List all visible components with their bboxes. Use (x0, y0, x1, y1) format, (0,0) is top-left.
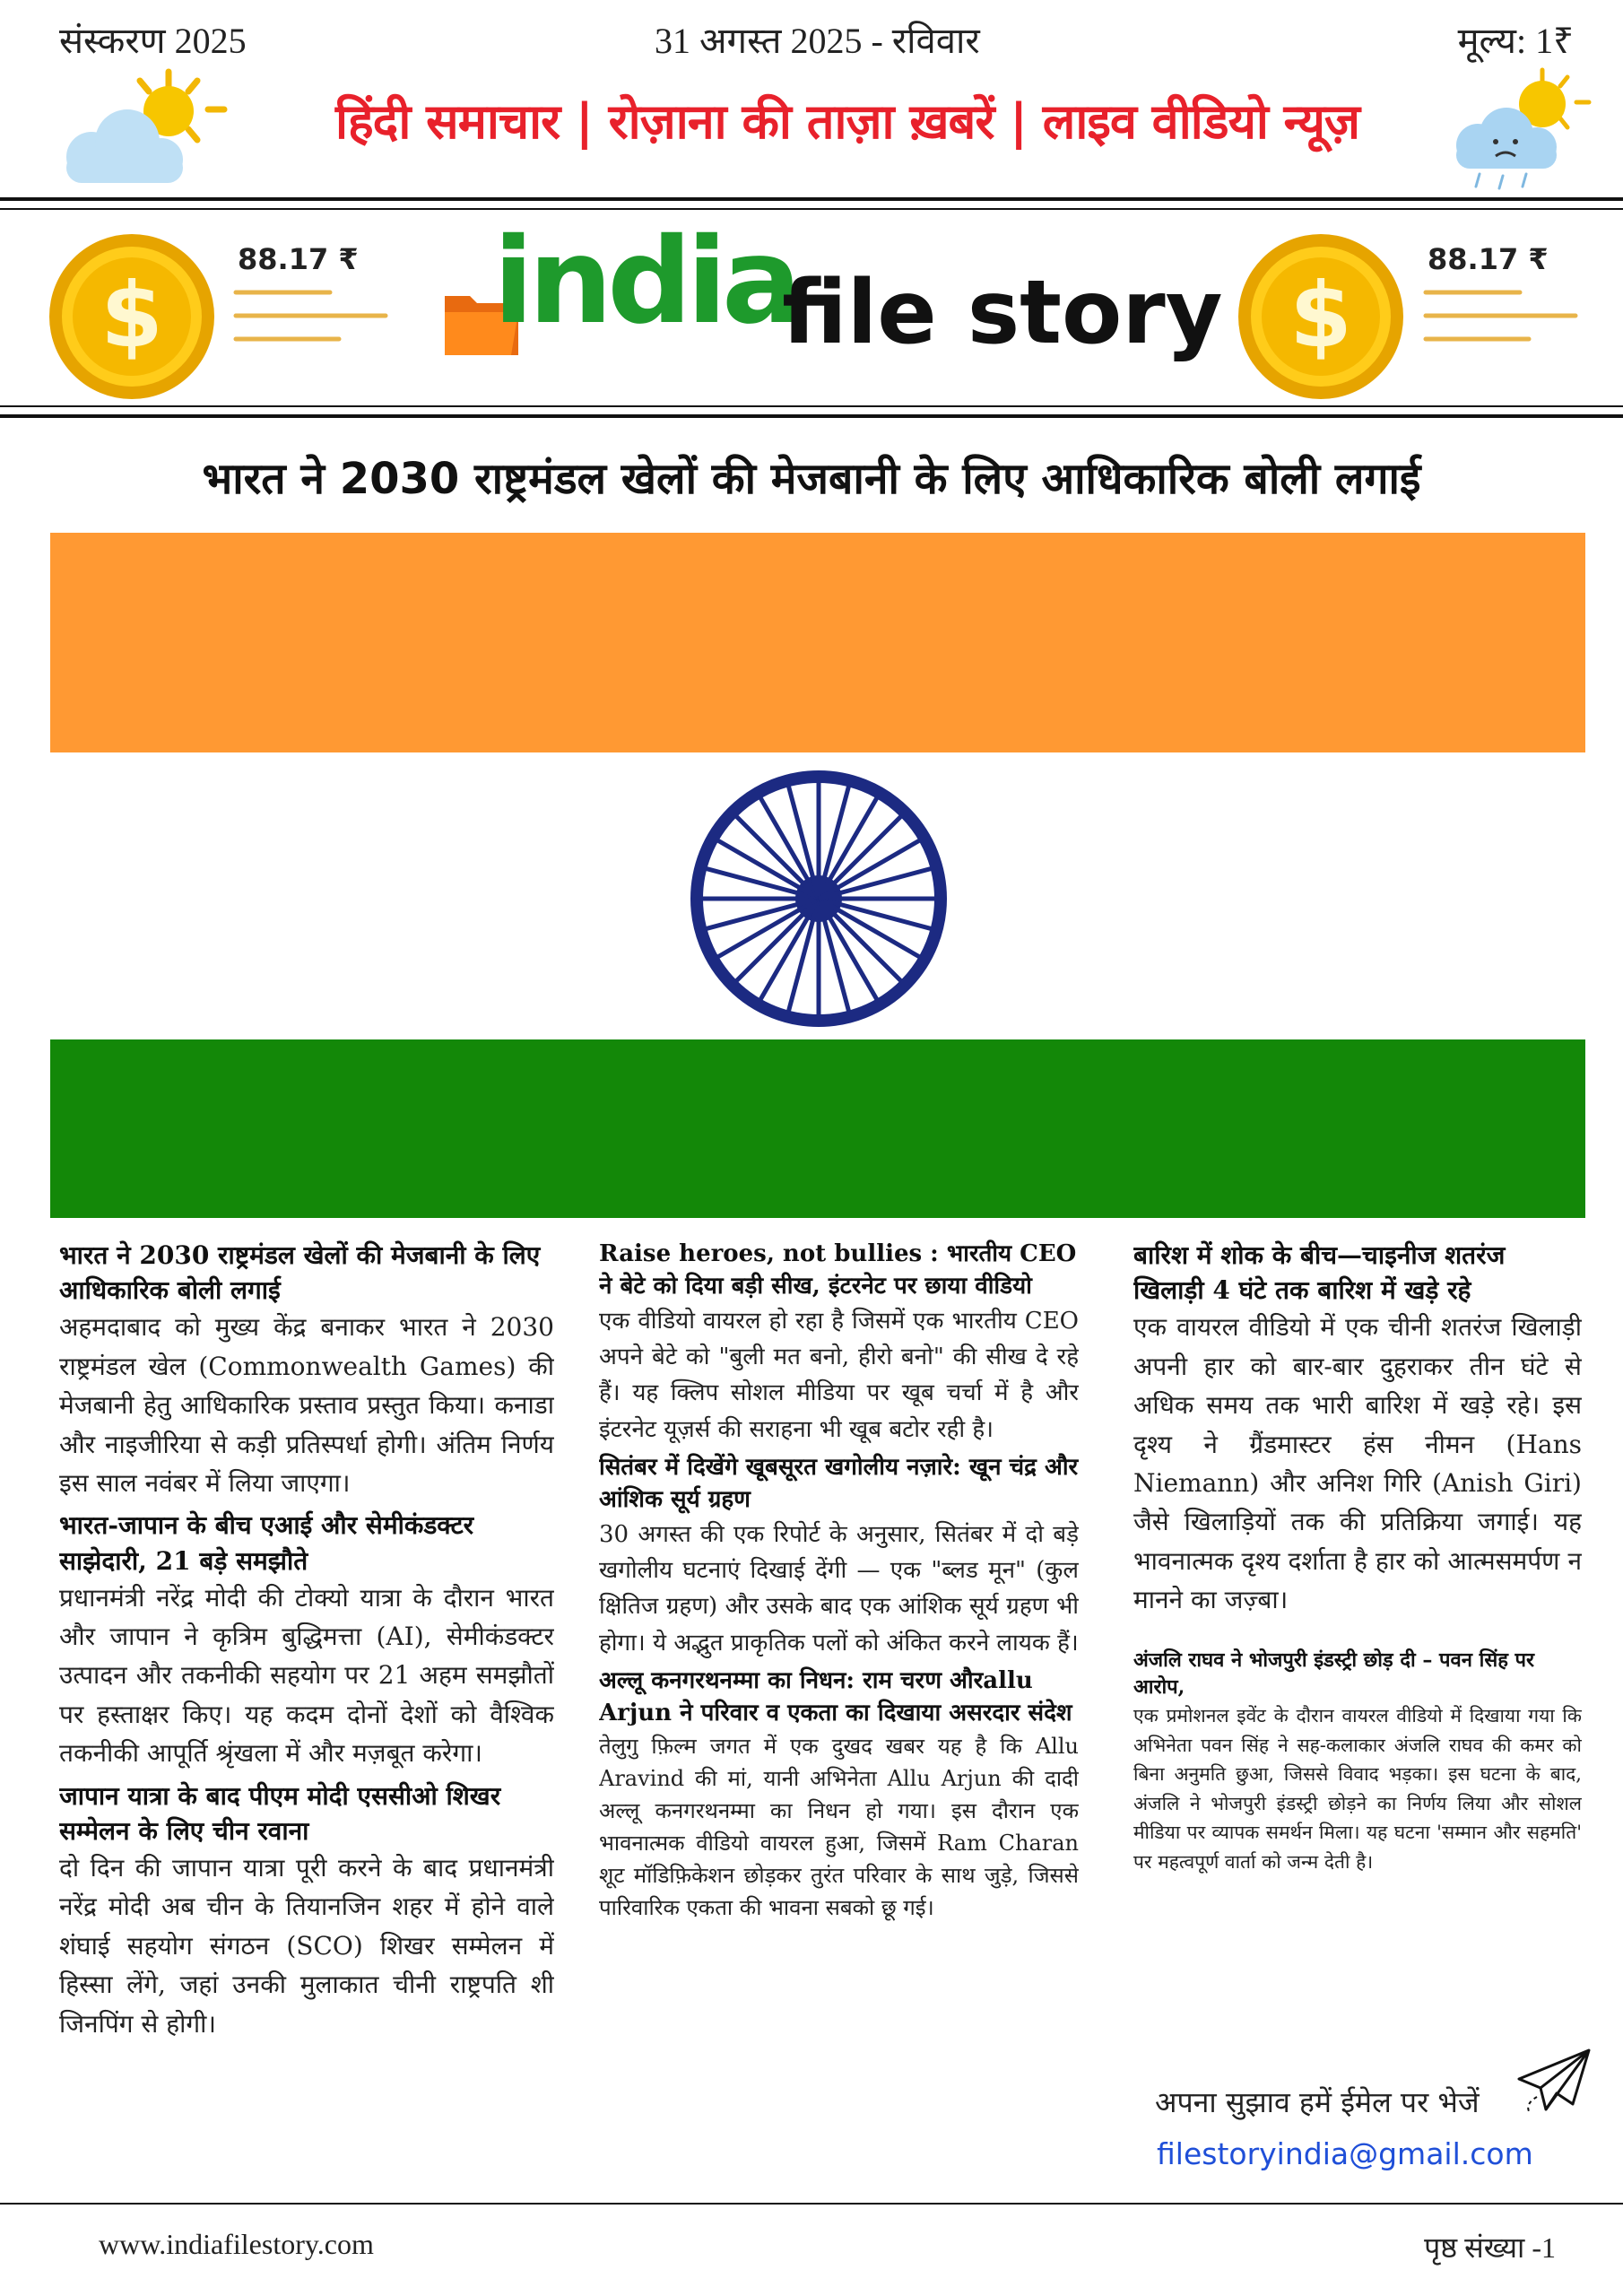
coin-icon-right (1236, 231, 1415, 402)
logo-india: india (493, 213, 797, 351)
email-link[interactable]: filestoryindia@gmail.com (1157, 2136, 1533, 2171)
rate-right: 88.17 ₹ (1428, 242, 1549, 276)
ashoka-chakra-icon (689, 769, 949, 1029)
article-body: एक वायरल वीडियो में एक चीनी शतरंज खिलाड़ी अपनी हार को बार-बार दुहराकर तीन घंटे से अधिक समय तक भारी बारिश में खड़े रहे। इस दृश्य ने ग्रैंडमास्टर हंस नीमन (Hans Niemann) और अनिश गिरि (Anish Giri) जैसे खिलाड़ियों तक की प्रतिक्रिया जगाई। यह भावनात्मक दृश्य दर्शाता है हार को आत्मसमर्पण न मानने का जज़्बा। (1133, 1312, 1582, 1615)
article-body: तेलुगु फ़िल्म जगत में एक दुखद खबर यह है कि Allu Aravind की मां, यानी अभिनेता Allu Arjun की दादी अल्लू कनगरथनम्मा का निधन हो गया। इस दौरान एक भावनात्मक वीडियो वायरल हुआ, जिसमें Ram Charan शूट मॉडिफ़िकेशन छोड़कर तुरंत परिवार के साथ जुड़े, जिससे पारिवारिक एकता की भावना सबको छू गई। (599, 1733, 1079, 1920)
news-column-3 (1133, 1238, 1582, 2045)
article-body: दो दिन की जापान यात्रा पूरी करने के बाद प्रधानमंत्री नरेंद्र मोदी अब चीन के तियानजिन शहर में होने वाले शंघाई सहयोग संगठन (SCO) शिखर सम्मेलन में हिस्सा लेंगे, जहां उनकी मुलाकात चीनी राष्ट्रपति शी जिनपिंग से होगी। (59, 1853, 554, 2039)
header-rule-thin (0, 208, 1623, 210)
speed-lines-right (1421, 285, 1583, 348)
flag-green-band (50, 1039, 1585, 1218)
edition-label: संस्करण 2025 (59, 21, 247, 61)
article-title: जापान यात्रा के बाद पीएम मोदी एससीओ शिखर सम्मेलन के लिए चीन रवाना (59, 1780, 501, 1846)
news-column-1 (59, 1238, 554, 2188)
tagline: हिंदी समाचार | रोज़ाना की ताज़ा ख़बरें | लाइव वीडियो न्यूज़ (334, 93, 1359, 150)
masthead-rule-thin (0, 405, 1623, 407)
footer-rule (0, 2203, 1623, 2205)
rate-left: 88.17 ₹ (238, 242, 359, 276)
article-title: भारत-जापान के बीच एआई और सेमीकंडक्टर साझेदारी, 21 बड़े समझौते (59, 1510, 474, 1576)
sun-cloud-icon (54, 63, 233, 188)
flag-saffron-band (50, 533, 1585, 752)
suggestion-text: अपना सुझाव हमें ईमेल पर भेजें (1155, 2085, 1480, 2119)
main-headline: भारत ने 2030 राष्ट्रमंडल खेलों की मेजबानी के लिए आधिकारिक बोली लगाई (202, 454, 1421, 504)
article-title: बारिश में शोक के बीच—चाइनीज शतरंज खिलाड़ी 4 घंटे तक बारिश में खड़े रहे (1133, 1240, 1506, 1306)
article-title: अल्लू कनगरथनम्मा का निधन: राम चरण औरallu Arjun ने परिवार व एकता का दिखाया असरदार संदेश (599, 1666, 1072, 1727)
speed-lines-left (231, 285, 393, 348)
price-label: मूल्य: 1₹ (1457, 21, 1574, 61)
article-body: प्रधानमंत्री नरेंद्र मोदी की टोक्यो यात्रा के दौरान भारत और जापान ने कृत्रिम बुद्धिमत्ता (AI), सेमीकंडक्टर उत्पादन और तकनीकी सहयोग पर 21 अहम समझौतों पर हस्ताक्षर किए। यह कदम दोनों देशों को वैश्विक तकनीकी आपूर्ति श्रृंखला में और मज़बूत करेगा। (59, 1582, 554, 1769)
coin-symbol-right: $ (1289, 263, 1352, 368)
coin-icon-left (47, 231, 226, 402)
page-number: पृष्ठ संख्या -1 (1424, 2231, 1556, 2264)
news-column-2 (599, 1238, 1079, 2188)
article-title: सितंबर में दिखेंगे खूबसूरत खगोलीय नज़ारे: खून चंद्र और आंशिक सूर्य ग्रहण (599, 1453, 1079, 1514)
article-title: Raise heroes, not bullies : भारतीय CEO ने बेटे को दिया बड़ी सीख, इंटरनेट पर छाया वीडियो (599, 1240, 1077, 1300)
article-body: अहमदाबाद को मुख्य केंद्र बनाकर भारत ने 2030 राष्ट्रमंडल खेल (Commonwealth Games) की मेजबानी हेतु आधिकारिक प्रस्ताव प्रस्तुत किया। कनाडा और नाइजीरिया से कड़ी प्रतिस्पर्धा होगी। अंतिम निर्णय इस साल नवंबर में लिया जाएगा। (59, 1312, 554, 1498)
website-link[interactable]: www.indiafilestory.com (99, 2228, 374, 2260)
date-label: 31 अगस्त 2025 - रविवार (655, 21, 980, 61)
article-body: 30 अगस्त की एक रिपोर्ट के अनुसार, सितंबर में दो बड़े खगोलीय घटनाएं दिखाई देंगी — एक "ब्लड मून" (कुल क्षितिज ग्रहण) और उसके बाद एक आंशिक सूर्य ग्रहण भी होगा। ये अद्भुत प्राकृतिक पलों को अंकित करने लायक हैं। (599, 1520, 1079, 1657)
logo-file-story: file story (782, 262, 1223, 364)
article-body: एक वीडियो वायरल हो रहा है जिसमें एक भारतीय CEO अपने बेटे को "बुली मत बनो, हीरो बनो" की सीख दे रहे हैं। यह क्लिप सोशल मीडिया पर खूब चर्चा में है और इंटरनेट यूज़र्स की सराहना भी खूब बटोर रही है। (599, 1307, 1079, 1443)
paper-plane-icon (1514, 2047, 1593, 2118)
article-title: भारत ने 2030 राष्ट्रमंडल खेलों की मेजबानी के लिए आधिकारिक बोली लगाई (59, 1240, 541, 1306)
article-body: एक प्रमोशनल इवेंट के दौरान वायरल वीडियो में दिखाया गया कि अभिनेता पवन सिंह ने सह-कलाकार अंजलि राघव की कमर को बिना अनुमति छुआ, जिससे विवाद भड़का। इस घटना के बाद, अंजलि ने भोजपुरी इंडस्ट्री छोड़ने का निर्णय लिया और सोशल मीडिया पर व्यापक समर्थन मिला। यह घटना 'सम्मान और सहमति' पर महत्वपूर्ण वार्ता को जन्म देती है। (1133, 1705, 1582, 1873)
coin-symbol-left: $ (100, 263, 163, 368)
flag-white-band (50, 752, 1585, 1039)
article-title: अंजलि राघव ने भोजपुरी इंडस्ट्री छोड़ दी – पवन सिंह पर आरोप, (1133, 1648, 1535, 1700)
rain-sun-icon (1444, 63, 1596, 197)
india-flag-image (50, 533, 1585, 1218)
header-rule-top (0, 197, 1623, 201)
top-info-bar (0, 14, 1623, 59)
masthead-rule-bottom (0, 414, 1623, 418)
